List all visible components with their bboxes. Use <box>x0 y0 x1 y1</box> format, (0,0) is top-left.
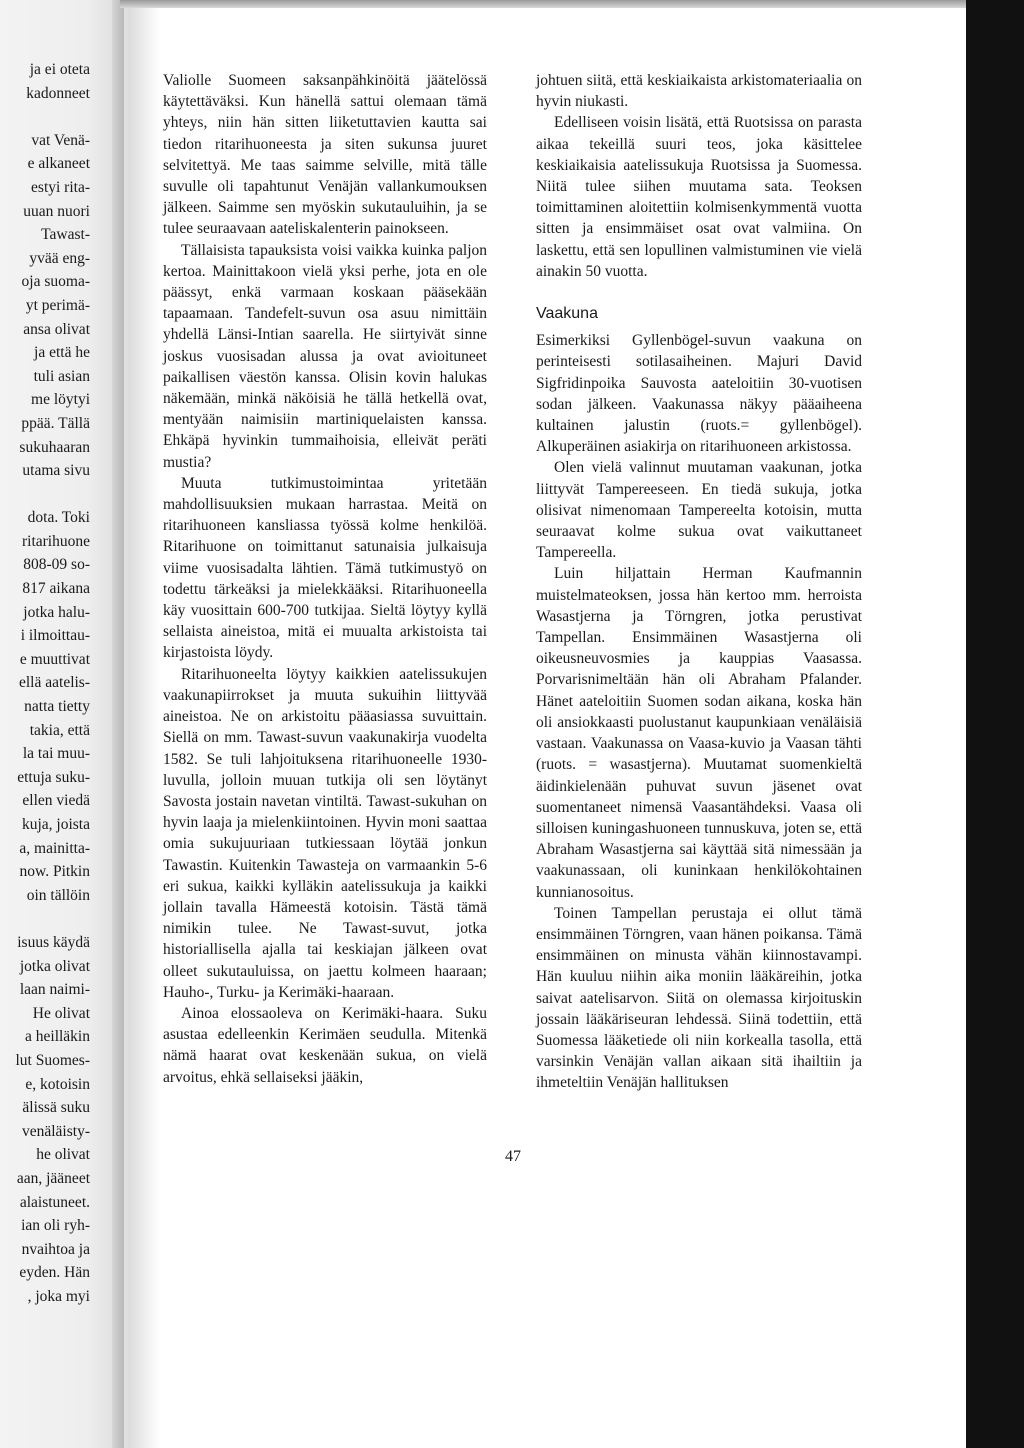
adjacent-page-line: älissä suku <box>22 1099 90 1117</box>
adjacent-page-line: i ilmoittau- <box>20 627 90 645</box>
adjacent-page-strip <box>0 0 124 1448</box>
left-paragraph-1: Valiolle Suomeen saksanpähkinöitä jäätelössä käytettäväksi. Kun hänellä sattui olemaan tämä yhteys, niin hän sitten liiketuttavien kautta sai tiedon ritarihuoneesta ja siten sukunsa juuret selvitettyä. Me taas saimme selville, mitä tälle suvulle oli tapahtunut Venäjän vallankumouksen jälkeen. Saimme sen myöskin sukutauluihin, ja se tulee seuraavaan aateliskalenterin painokseen. <box>163 72 487 238</box>
right-paragraph-3: Esimerkiksi Gyllenbögel-suvun vaakuna on perinteisesti sotilasaiheinen. Majuri David Sigfridinpoika Sauvosta aateloitiin 30-vuotisen sodan jälkeen. Vaakunassa näkyy pääaiheena kultainen jalustin (ruots.= gyllenbögel). Alkuperäinen asiakirja on ritarihuoneen arkistossa. <box>536 332 862 456</box>
adjacent-page-line: takia, että <box>29 721 90 739</box>
adjacent-page-line: He olivat <box>32 1004 90 1022</box>
left-text-column <box>163 70 487 1088</box>
section-heading: Vaakuna <box>536 305 598 323</box>
scan-right-edge <box>966 0 1024 1448</box>
right-text-column <box>536 70 862 1094</box>
adjacent-page-line: natta tietty <box>24 698 90 716</box>
adjacent-page-line: ja että he <box>34 344 90 362</box>
adjacent-page-line: ian oli ryh- <box>21 1217 90 1235</box>
adjacent-page-line: alaistuneet. <box>19 1193 90 1211</box>
adjacent-page-line: a, mainitta- <box>19 839 90 857</box>
adjacent-page-line: sukuhaaran <box>19 438 90 456</box>
adjacent-page-line: nvaihtoa ja <box>21 1240 90 1258</box>
adjacent-page-line: Tawast- <box>41 226 90 244</box>
adjacent-page-line: a heilläkin <box>25 1028 90 1046</box>
adjacent-page-line: tuli asian <box>33 367 90 385</box>
adjacent-page-line: venäläisty- <box>21 1122 90 1140</box>
right-paragraph-4: Olen vielä valinnut muutaman vaakunan, jotka liittyvät Tampereeseen. En tiedä sukuja, jotka olisivat nimenomaan Tampereelta kotoisin, mutta seuraavat kolme sukua ovat vaikuttaneet Tampereella. <box>536 459 862 562</box>
adjacent-page-line: e, kotoisin <box>25 1075 90 1093</box>
adjacent-page-line: ppää. Tällä <box>21 414 90 432</box>
adjacent-page-line: yt perimä- <box>25 296 90 314</box>
page-number: 47 <box>505 1148 521 1165</box>
adjacent-page-line: oja suoma- <box>21 273 90 291</box>
adjacent-page-line: now. Pitkin <box>19 863 90 881</box>
adjacent-page-line: aan, jääneet <box>16 1169 90 1187</box>
adjacent-page-line: ellä aatelis- <box>19 674 90 692</box>
adjacent-page-line: oin tällöin <box>26 886 90 904</box>
adjacent-page-line: dota. Toki <box>27 509 90 527</box>
adjacent-page-line: eyden. Hän <box>19 1264 90 1282</box>
right-paragraph-5: Luin hiljattain Herman Kaufmannin muistelmateoksen, jossa hän kertoo mm. herroista Wasastjerna ja Törngren, jotka perustivat Tampellan. Ensimmäinen Wasastjerna oli oikeusneuvosmies ja kauppias Vaasassa. Porvarisnimeltään hän oli Abraham Pfalander. Hänet aateloitiin Suomen sodan aikana, koska hän oli ansiokkaasti puolustanut kaupunkiaan venäläisiä vastaan. Vaakunassa on Vaasa-kuvio ja Vaasan tähti (ruots. = wasastjerna). Muutamat suomenkieltä äidinkielenään puhuvat suvun jäsenet ovat suomentaneet nimensä Vaasantähdeksi. Vaasa oli silloisen kuningashuoneen tunnuskuva, joten se, että Abraham Wasastjerna sai käyttää sitä nimessään ja vaakunassaan, oli kuninkaan henkilökohtainen kunnianosoitus. <box>536 565 862 901</box>
adjacent-page-line: la tai muu- <box>22 745 90 763</box>
adjacent-page-line <box>0 105 90 129</box>
adjacent-page-line: isuus käydä <box>17 933 90 951</box>
adjacent-page-line <box>0 483 90 507</box>
adjacent-page-line: ja ei oteta <box>29 61 90 78</box>
adjacent-page-line: laan naimi- <box>19 981 90 999</box>
adjacent-page-text <box>0 58 90 1308</box>
right-paragraph-6: Toinen Tampellan perustaja ei ollut tämä ensimmäinen Törngren, vaan hänen poikansa. Tämä ensimmäinen on minusta vähän kiinnostavampi. Hän kuuluu niihin aika moniin lääkäreihin, jotka saivat aatelisarvon. Siitä on olemassa kirjoituskin jossain lääkäriseuran lehdessä. Siinä todettiin, että Suomessa lääketiede oli niin korkealla tasolla, että varsinkin Venäjän vallan aikaan sitä ihailtiin ja ihmeteltiin Venäjän hallituksen <box>536 904 862 1092</box>
adjacent-page-line: ellen viedä <box>22 792 90 810</box>
adjacent-page-line: uuan nuori <box>23 202 90 220</box>
left-paragraph-2: Tällaisista tapauksista voisi vaikka kuinka paljon kertoa. Mainittakoon vielä yksi perhe, jota en ole päässyt, enkä varmaan koskaan pääsekään tapaamaan. Tandefelt-suvun osa asuu nimittäin yhdellä Länsi-Intian saarella. He siirtyivät sinne joskus vuosisadan alussa ja ovat avioituneet paikallisen väestön kanssa. Olisin kovin halukas näkemään, minkä näköisiä he tällä hetkellä ovat, mentyään naimisiin martiniquelaisten kanssa. Ehkäpä hyvinkin tummaihoisia, elleivät peräti mustia? <box>163 241 487 471</box>
left-paragraph-4: Ritarihuoneelta löytyy kaikkien aatelissukujen vaakunapiirrokset ja muuta sukuihin liittyvää aineistoa. Ne on arkistoitu pääasiassa suvuittain. Siellä on mm. Tawast-suvun vaakunakirja vuodelta 1582. Se tuli lahjoituksena ritarihuoneelle 1930-luvulla, jolloin muuan tutkija oli sen löytänyt Savosta jostain navetan vintiltä. Tawast-sukuhan on hyvin laaja ja mielenkiintoinen. Hyvin moni saattaa omia sukujuuriaan tutkiessaan löytää jonkun Tawastin. Kuitenkin Tawasteja on varmaankin 5-6 eri sukua, kaikki kylläkin aatelissukuja ja kaikki jollain tavalla Hämeestä kotoisin. Tästä tämä nimikin tulee. Ne Tawast-suvut, jotka historiallisella ajalla tai keskiajan jälkeen ovat olleet sukutauluissa, on jaettu kolmeen haaraan; Hauho-, Turku- ja Kerimäki-haaraan. <box>163 665 487 1001</box>
left-paragraph-5: Ainoa elossaoleva on Kerimäki-haara. Suku asustaa edelleenkin Kerimäen seudulla. Mitenkä nämä haarat ovat keskenään sukua, on vielä arvoitus, ehkä sellaiseksi jääkin, <box>163 1004 487 1086</box>
adjacent-page-line: utama sivu <box>22 462 90 480</box>
adjacent-page-line: , joka myi <box>27 1287 90 1305</box>
adjacent-page-line <box>0 907 90 931</box>
adjacent-page-line: kadonneet <box>26 84 90 102</box>
adjacent-page-line: ritarihuone <box>21 532 90 550</box>
adjacent-page-line: ansa olivat <box>23 320 90 338</box>
adjacent-page-line: he olivat <box>36 1146 90 1164</box>
adjacent-page-line: 817 aikana <box>22 580 90 598</box>
adjacent-page-line: lut Suomes- <box>15 1051 90 1069</box>
adjacent-page-line: e muuttivat <box>19 650 90 668</box>
adjacent-page-line: ettuja suku- <box>17 768 90 786</box>
scan-top-edge <box>120 0 970 8</box>
gutter-shadow <box>112 0 160 1448</box>
adjacent-page-line: vat Venä- <box>31 131 90 149</box>
adjacent-page-line: me löytyi <box>31 391 90 409</box>
adjacent-page-line: 808-09 so- <box>23 556 90 574</box>
adjacent-page-line: jotka olivat <box>19 957 90 975</box>
adjacent-page-line: estyi rita- <box>31 178 90 196</box>
adjacent-page-line: kuja, joista <box>21 816 90 833</box>
adjacent-page-line: jotka halu- <box>23 603 90 621</box>
adjacent-page-line: e alkaneet <box>27 155 90 173</box>
right-paragraph-1: johtuen siitä, että keskiaikaista arkistomateriaalia on hyvin niukasti. <box>536 72 862 111</box>
left-paragraph-3: Muuta tutkimustoimintaa yritetään mahdollisuuksien mukaan harrastaa. Meitä on ritarihuoneen kansliassa työssä kolme henkilöä. Ritarihuone on toimittanut satunaisia julkaisuja viime vuosisadalta lähtien. Tämä tutkimustyö on todettu tärkeäksi ja mielekkääksi. Ritarihuoneella käy vuosittain 600-700 tutkijaa. Sieltä löytyy kyllä sellaista aineistoa, mitä ei muualta arkistoista tai kirjastoista löydy. <box>163 474 487 662</box>
adjacent-page-line: yvää eng- <box>29 249 90 267</box>
right-paragraph-2: Edelliseen voisin lisätä, että Ruotsissa on parasta aikaa tekeillä suuri teos, joka käsittelee keskiaikaisia aatelissukuja Ruotsissa ja Suomessa. Niitä tulee siihen muutama sata. Teoksen toimittaminen aloitettiin kolmisenkymmentä vuotta sitten ja ensimmäiset osat ovat valmiina. On laskettu, että sen lopullinen valmistuminen vie vielä ainakin 50 vuotta. <box>536 114 862 280</box>
